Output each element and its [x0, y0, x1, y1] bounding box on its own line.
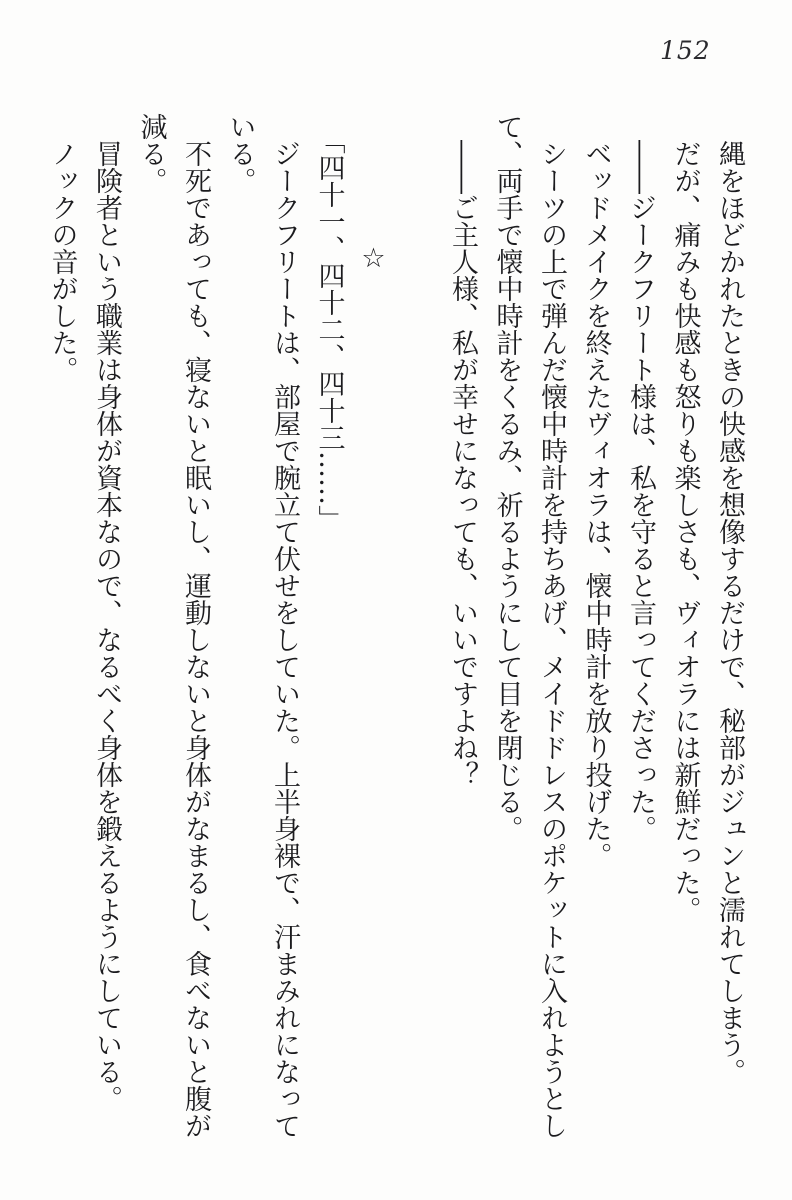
blank-line — [395, 113, 440, 1153]
text-line: 減る。 — [135, 113, 167, 194]
text-line: て、両手で懐中時計をくるみ、祈るようにして目を閉じる。 — [491, 113, 523, 842]
text-line: ――ジークフリート様は、私を守ると言ってくださった。 — [625, 140, 656, 842]
scene-break-star-icon: ☆ — [358, 242, 389, 274]
vertical-text-block — [39, 113, 751, 1153]
text-line: 不死であっても、寝ないと眠いし、運動しないと身体がなまるし、食べないと腹が — [180, 140, 211, 1139]
text-line: ベッドメイクを終えたヴィオラは、懐中時計を放り投げた。 — [580, 140, 612, 869]
text-line: 縄をほどかれたときの快感を想像するだけで、秘部がジュンと濡れてしまう。 — [714, 140, 745, 1085]
text-line: いる。 — [224, 113, 256, 194]
text-line: だが、痛みも快感も怒りも楽しさも、ヴィオラには新鮮だった。 — [669, 140, 701, 923]
text-line: ――ご主人様、私が幸せになっても、いいですよね？ — [447, 140, 478, 788]
text-line: 冒険者という職業は身体が資本なので、なるべく身体を鍛えるようにしている。 — [91, 140, 122, 1112]
text-line: 「四十一、四十二、四十三……」 — [313, 126, 345, 532]
text-line: シーツの上で弾んだ懐中時計を持ちあげ、メイドドレスのポケットに入れようとし — [536, 140, 567, 1139]
text-line: ノックの音がした。 — [46, 140, 78, 383]
text-line: ジークフリートは、部屋で腕立て伏せをしていた。上半身裸で、汗まみれになって — [269, 140, 300, 1139]
page-number: 152 — [660, 36, 711, 65]
